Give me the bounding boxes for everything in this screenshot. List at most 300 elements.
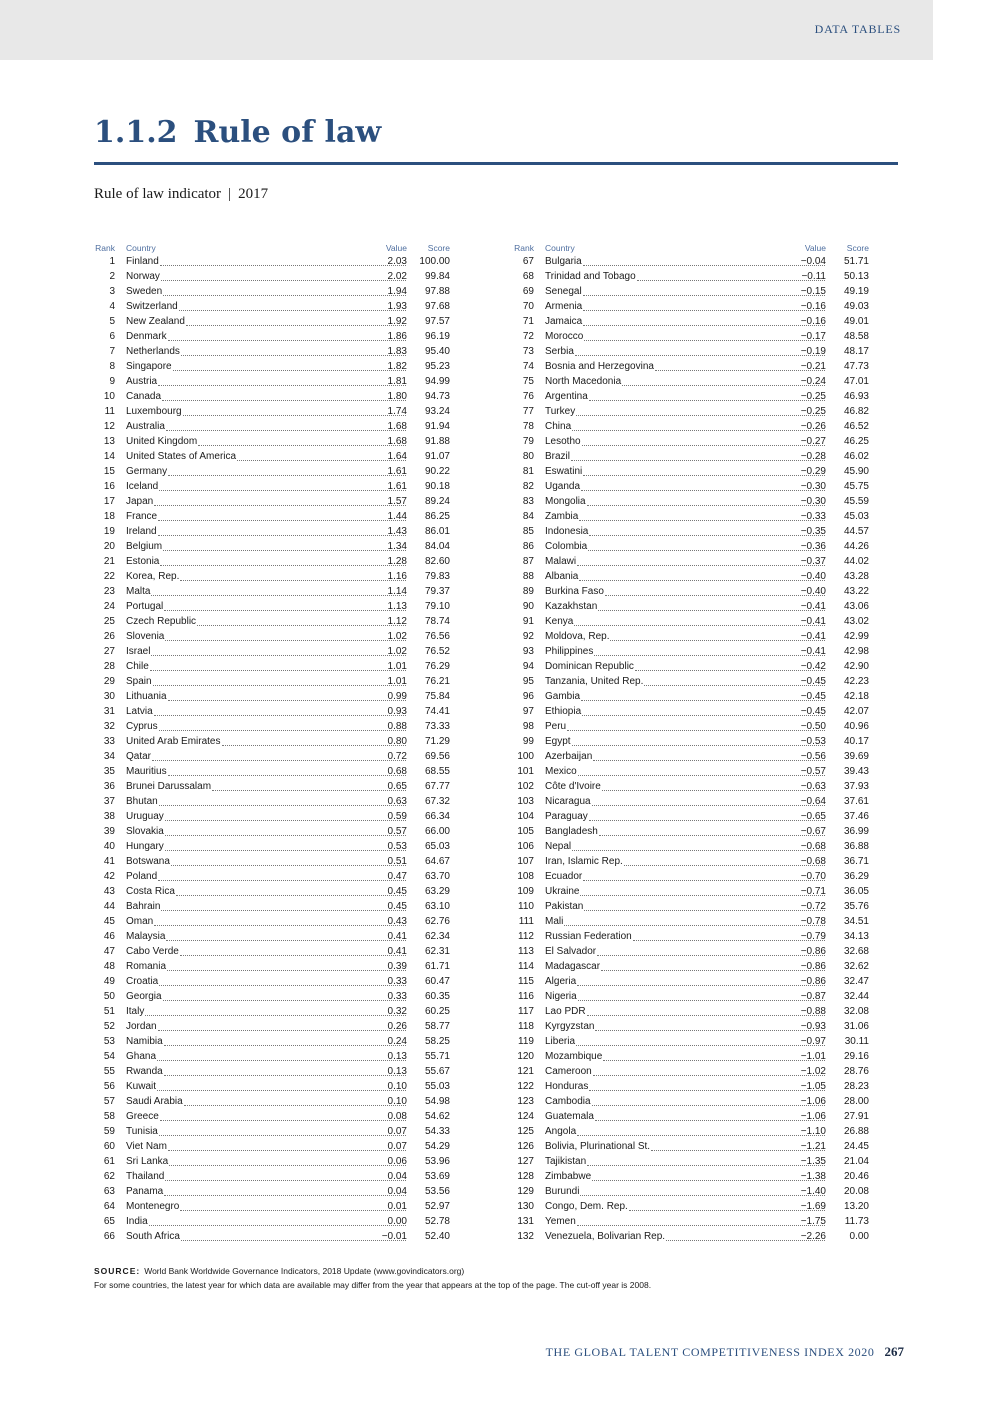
table-header bbox=[93, 243, 450, 254]
table-row bbox=[93, 959, 450, 974]
table-row bbox=[93, 719, 450, 734]
rank-cell: 39 bbox=[103, 826, 115, 837]
table-row bbox=[512, 374, 869, 389]
rank-cell: 79 bbox=[522, 436, 534, 447]
rank-cell: 40 bbox=[103, 841, 115, 852]
table-row bbox=[512, 284, 869, 299]
rank-cell: 23 bbox=[103, 586, 115, 597]
country-cell: Kuwait bbox=[126, 1081, 157, 1092]
rank-cell: 68 bbox=[522, 271, 534, 282]
page-footer bbox=[546, 1343, 904, 1361]
table-row bbox=[512, 599, 869, 614]
rank-cell: 131 bbox=[517, 1216, 534, 1227]
table-row bbox=[93, 764, 450, 779]
country-cell: Cabo Verde bbox=[126, 946, 179, 957]
source-line bbox=[94, 1266, 464, 1276]
score-cell: 76.21 bbox=[424, 676, 450, 687]
rank-cell: 76 bbox=[522, 391, 534, 402]
table-row bbox=[93, 989, 450, 1004]
score-cell: 21.04 bbox=[843, 1156, 869, 1167]
value-cell: 0.24 bbox=[387, 1036, 407, 1047]
rank-cell: 105 bbox=[517, 826, 534, 837]
table-row bbox=[512, 674, 869, 689]
score-cell: 37.93 bbox=[843, 781, 869, 792]
country-cell: Brunei Darussalam bbox=[126, 781, 212, 792]
table-row bbox=[512, 614, 869, 629]
score-cell: 94.99 bbox=[424, 376, 450, 387]
value-cell: 0.39 bbox=[387, 961, 407, 972]
rank-cell: 54 bbox=[103, 1051, 115, 1062]
country-cell: Guatemala bbox=[545, 1111, 594, 1122]
rank-cell: 64 bbox=[103, 1201, 115, 1212]
rank-cell: 57 bbox=[103, 1096, 115, 1107]
rank-cell: 98 bbox=[522, 721, 534, 732]
country-cell: Japan bbox=[126, 496, 154, 507]
rank-cell: 53 bbox=[103, 1036, 115, 1047]
table-row bbox=[512, 1004, 869, 1019]
country-header: Country bbox=[126, 243, 156, 253]
score-cell: 58.25 bbox=[424, 1036, 450, 1047]
table-row bbox=[93, 1169, 450, 1184]
table-row bbox=[512, 1169, 869, 1184]
ranking-table-left bbox=[93, 243, 450, 1244]
value-cell: −0.88 bbox=[800, 1006, 826, 1017]
value-cell: 0.10 bbox=[387, 1096, 407, 1107]
country-cell: Slovenia bbox=[126, 631, 165, 642]
rank-cell: 78 bbox=[522, 421, 534, 432]
score-cell: 63.29 bbox=[424, 886, 450, 897]
table-row bbox=[93, 1199, 450, 1214]
score-cell: 53.69 bbox=[424, 1171, 450, 1182]
table-row bbox=[93, 314, 450, 329]
table-row bbox=[512, 479, 869, 494]
country-cell: Czech Republic bbox=[126, 616, 197, 627]
country-cell: New Zealand bbox=[126, 316, 185, 327]
score-cell: 93.24 bbox=[424, 406, 450, 417]
value-cell: 1.28 bbox=[387, 556, 407, 567]
rank-cell: 21 bbox=[103, 556, 115, 567]
value-cell: −0.63 bbox=[800, 781, 826, 792]
country-cell: Bangladesh bbox=[545, 826, 598, 837]
rank-cell: 37 bbox=[103, 796, 115, 807]
country-cell: Germany bbox=[126, 466, 168, 477]
rank-cell: 118 bbox=[518, 1021, 534, 1032]
rank-cell: 2 bbox=[109, 271, 115, 282]
value-cell: 1.64 bbox=[387, 451, 407, 462]
rank-cell: 81 bbox=[522, 466, 534, 477]
table-row bbox=[512, 944, 869, 959]
table-row bbox=[512, 329, 869, 344]
section-number: 1.1.2 bbox=[94, 115, 178, 150]
table-header bbox=[512, 243, 869, 254]
rank-cell: 18 bbox=[103, 511, 115, 522]
score-cell: 48.17 bbox=[843, 346, 869, 357]
value-cell: 0.45 bbox=[387, 901, 407, 912]
value-cell: −0.86 bbox=[800, 961, 826, 972]
score-cell: 34.13 bbox=[843, 931, 869, 942]
score-cell: 28.23 bbox=[843, 1081, 869, 1092]
rank-cell: 58 bbox=[103, 1111, 115, 1122]
rank-cell: 10 bbox=[103, 391, 115, 402]
score-header: Score bbox=[846, 243, 869, 253]
score-cell: 37.46 bbox=[843, 811, 869, 822]
rank-cell: 36 bbox=[103, 781, 115, 792]
value-cell: 0.13 bbox=[387, 1051, 407, 1062]
source-label: SOURCE: bbox=[94, 1266, 141, 1276]
value-cell: 0.33 bbox=[387, 991, 407, 1002]
value-cell: 1.92 bbox=[387, 316, 407, 327]
table-row bbox=[93, 974, 450, 989]
rank-cell: 96 bbox=[522, 691, 534, 702]
rank-cell: 35 bbox=[103, 766, 115, 777]
country-cell: Panama bbox=[126, 1186, 164, 1197]
score-cell: 95.23 bbox=[424, 361, 450, 372]
country-cell: Ecuador bbox=[545, 871, 583, 882]
table-row bbox=[512, 809, 869, 824]
score-cell: 28.00 bbox=[843, 1096, 869, 1107]
country-cell: Morocco bbox=[545, 331, 584, 342]
country-cell: Algeria bbox=[545, 976, 577, 987]
rank-cell: 45 bbox=[103, 916, 115, 927]
country-cell: Ethiopia bbox=[545, 706, 582, 717]
rank-cell: 17 bbox=[103, 496, 115, 507]
table-row bbox=[93, 569, 450, 584]
rank-cell: 34 bbox=[103, 751, 115, 762]
value-cell: −1.02 bbox=[800, 1066, 826, 1077]
table-row bbox=[93, 419, 450, 434]
table-row bbox=[93, 344, 450, 359]
rank-cell: 51 bbox=[103, 1006, 115, 1017]
score-cell: 90.22 bbox=[424, 466, 450, 477]
value-header: Value bbox=[804, 243, 826, 253]
rank-cell: 29 bbox=[103, 676, 115, 687]
value-cell: −0.45 bbox=[800, 676, 826, 687]
value-cell: −0.70 bbox=[800, 871, 826, 882]
country-cell: Lithuania bbox=[126, 691, 167, 702]
value-cell: −0.30 bbox=[800, 496, 826, 507]
rank-cell: 46 bbox=[103, 931, 115, 942]
value-cell: 1.61 bbox=[387, 466, 407, 477]
score-cell: 37.61 bbox=[843, 796, 869, 807]
score-cell: 43.22 bbox=[843, 586, 869, 597]
score-cell: 11.73 bbox=[844, 1216, 869, 1227]
table-row bbox=[93, 914, 450, 929]
country-cell: Mongolia bbox=[545, 496, 586, 507]
rank-cell: 123 bbox=[517, 1096, 534, 1107]
rank-cell: 67 bbox=[522, 256, 534, 267]
value-cell: 0.93 bbox=[387, 706, 407, 717]
country-cell: Romania bbox=[126, 961, 167, 972]
score-cell: 24.45 bbox=[843, 1141, 869, 1152]
rank-cell: 125 bbox=[517, 1126, 534, 1137]
value-cell: −0.16 bbox=[800, 316, 826, 327]
rank-cell: 11 bbox=[104, 406, 115, 417]
value-cell: −1.01 bbox=[800, 1051, 826, 1062]
table-row bbox=[512, 1139, 869, 1154]
rank-cell: 100 bbox=[517, 751, 534, 762]
score-cell: 54.62 bbox=[424, 1111, 450, 1122]
rank-cell: 73 bbox=[522, 346, 534, 357]
table-row bbox=[93, 599, 450, 614]
country-cell: Saudi Arabia bbox=[126, 1096, 183, 1107]
score-cell: 44.26 bbox=[843, 541, 869, 552]
country-cell: Denmark bbox=[126, 331, 167, 342]
rank-cell: 20 bbox=[103, 541, 115, 552]
country-cell: Cambodia bbox=[545, 1096, 591, 1107]
table-row bbox=[93, 329, 450, 344]
score-cell: 43.06 bbox=[843, 601, 869, 612]
country-cell: Zimbabwe bbox=[545, 1171, 592, 1182]
rank-cell: 121 bbox=[517, 1066, 534, 1077]
value-cell: −0.19 bbox=[800, 346, 826, 357]
score-cell: 32.47 bbox=[843, 976, 869, 987]
score-cell: 40.96 bbox=[843, 721, 869, 732]
score-cell: 31.06 bbox=[843, 1021, 869, 1032]
value-cell: −0.33 bbox=[800, 511, 826, 522]
score-cell: 63.10 bbox=[424, 901, 450, 912]
table-row bbox=[93, 614, 450, 629]
table-row bbox=[512, 1109, 869, 1124]
value-cell: 1.12 bbox=[387, 616, 407, 627]
rank-cell: 63 bbox=[103, 1186, 115, 1197]
rank-cell: 16 bbox=[103, 481, 115, 492]
table-row bbox=[93, 899, 450, 914]
value-cell: −2.26 bbox=[800, 1231, 826, 1242]
value-cell: −0.93 bbox=[800, 1021, 826, 1032]
country-cell: Malta bbox=[126, 586, 151, 597]
title-divider bbox=[94, 162, 898, 165]
score-cell: 62.34 bbox=[424, 931, 450, 942]
score-cell: 20.08 bbox=[843, 1186, 869, 1197]
score-cell: 91.07 bbox=[424, 451, 450, 462]
rank-cell: 33 bbox=[103, 736, 115, 747]
country-cell: Paraguay bbox=[545, 811, 588, 822]
score-cell: 35.76 bbox=[843, 901, 869, 912]
score-cell: 54.29 bbox=[424, 1141, 450, 1152]
score-cell: 46.02 bbox=[843, 451, 869, 462]
rank-cell: 14 bbox=[103, 451, 115, 462]
table-row bbox=[93, 404, 450, 419]
country-cell: Cyprus bbox=[126, 721, 158, 732]
table-row bbox=[93, 1064, 450, 1079]
rank-cell: 83 bbox=[522, 496, 534, 507]
score-cell: 53.56 bbox=[424, 1186, 450, 1197]
rank-cell: 49 bbox=[103, 976, 115, 987]
value-cell: 0.59 bbox=[387, 811, 407, 822]
value-cell: −1.69 bbox=[800, 1201, 826, 1212]
value-cell: 0.00 bbox=[387, 1216, 407, 1227]
score-header: Score bbox=[427, 243, 450, 253]
value-cell: −0.40 bbox=[800, 586, 826, 597]
country-cell: Slovakia bbox=[126, 826, 164, 837]
rank-cell: 130 bbox=[517, 1201, 534, 1212]
value-cell: −1.35 bbox=[800, 1156, 826, 1167]
rank-cell: 132 bbox=[517, 1231, 534, 1242]
rank-cell: 113 bbox=[518, 946, 534, 957]
value-cell: 0.57 bbox=[387, 826, 407, 837]
table-row bbox=[93, 1124, 450, 1139]
value-cell: −1.05 bbox=[800, 1081, 826, 1092]
rank-cell: 102 bbox=[517, 781, 534, 792]
score-cell: 53.96 bbox=[424, 1156, 450, 1167]
country-cell: Greece bbox=[126, 1111, 159, 1122]
score-cell: 49.01 bbox=[843, 316, 869, 327]
score-cell: 34.51 bbox=[843, 916, 869, 927]
value-cell: 0.07 bbox=[387, 1141, 407, 1152]
rank-cell: 99 bbox=[522, 736, 534, 747]
score-cell: 30.11 bbox=[844, 1036, 869, 1047]
country-cell: Namibia bbox=[126, 1036, 163, 1047]
rank-cell: 116 bbox=[518, 991, 534, 1002]
score-cell: 54.98 bbox=[424, 1096, 450, 1107]
table-row bbox=[93, 359, 450, 374]
header-band bbox=[0, 0, 933, 60]
table-row bbox=[93, 374, 450, 389]
rank-cell: 87 bbox=[522, 556, 534, 567]
table-row bbox=[512, 899, 869, 914]
value-cell: −0.11 bbox=[801, 271, 826, 282]
table-row bbox=[93, 809, 450, 824]
value-cell: −0.41 bbox=[800, 646, 826, 657]
score-cell: 36.99 bbox=[843, 826, 869, 837]
country-cell: Netherlands bbox=[126, 346, 180, 357]
score-cell: 91.94 bbox=[424, 421, 450, 432]
score-cell: 27.91 bbox=[843, 1111, 869, 1122]
score-cell: 44.02 bbox=[843, 556, 869, 567]
rank-cell: 31 bbox=[103, 706, 115, 717]
country-cell: Bolivia, Plurinational St. bbox=[545, 1141, 651, 1152]
country-cell: Colombia bbox=[545, 541, 588, 552]
value-cell: 0.43 bbox=[387, 916, 407, 927]
score-cell: 45.59 bbox=[843, 496, 869, 507]
rank-cell: 124 bbox=[517, 1111, 534, 1122]
table-row bbox=[93, 884, 450, 899]
rank-cell: 5 bbox=[109, 316, 115, 327]
rank-cell: 8 bbox=[109, 361, 115, 372]
value-cell: 0.07 bbox=[387, 1126, 407, 1137]
table-row bbox=[512, 299, 869, 314]
value-cell: −0.42 bbox=[800, 661, 826, 672]
score-cell: 76.52 bbox=[424, 646, 450, 657]
country-cell: Tanzania, United Rep. bbox=[545, 676, 644, 687]
rank-cell: 1 bbox=[109, 256, 115, 267]
table-row bbox=[93, 434, 450, 449]
country-cell: France bbox=[126, 511, 158, 522]
score-cell: 48.58 bbox=[843, 331, 869, 342]
rank-cell: 65 bbox=[103, 1216, 115, 1227]
rank-cell: 86 bbox=[522, 541, 534, 552]
value-cell: 1.02 bbox=[387, 646, 407, 657]
value-cell: 0.06 bbox=[387, 1156, 407, 1167]
value-cell: −0.65 bbox=[800, 811, 826, 822]
score-cell: 69.56 bbox=[424, 751, 450, 762]
country-cell: El Salvador bbox=[545, 946, 597, 957]
table-row bbox=[512, 704, 869, 719]
table-row bbox=[93, 1019, 450, 1034]
table-row bbox=[93, 1214, 450, 1229]
country-cell: Jordan bbox=[126, 1021, 157, 1032]
value-cell: 0.04 bbox=[387, 1171, 407, 1182]
table-row bbox=[93, 869, 450, 884]
score-cell: 32.44 bbox=[843, 991, 869, 1002]
rank-cell: 74 bbox=[522, 361, 534, 372]
country-cell: Azerbaijan bbox=[545, 751, 593, 762]
table-row bbox=[512, 1049, 869, 1064]
table-row bbox=[93, 629, 450, 644]
table-row bbox=[93, 1154, 450, 1169]
value-cell: −1.21 bbox=[800, 1141, 826, 1152]
country-cell: Ukraine bbox=[545, 886, 580, 897]
value-cell: −1.10 bbox=[800, 1126, 826, 1137]
table-row bbox=[93, 524, 450, 539]
rank-cell: 108 bbox=[517, 871, 534, 882]
score-cell: 36.71 bbox=[843, 856, 869, 867]
rank-cell: 4 bbox=[109, 301, 115, 312]
table-row bbox=[93, 479, 450, 494]
score-cell: 55.67 bbox=[424, 1066, 450, 1077]
score-cell: 46.25 bbox=[843, 436, 869, 447]
table-row bbox=[512, 644, 869, 659]
score-cell: 60.35 bbox=[424, 991, 450, 1002]
rank-cell: 112 bbox=[518, 931, 534, 942]
value-cell: 0.63 bbox=[387, 796, 407, 807]
indicator-year: 2017 bbox=[238, 186, 269, 202]
value-cell: 1.68 bbox=[387, 436, 407, 447]
country-cell: Ireland bbox=[126, 526, 157, 537]
score-cell: 46.52 bbox=[843, 421, 869, 432]
score-cell: 42.23 bbox=[843, 676, 869, 687]
value-cell: −0.56 bbox=[800, 751, 826, 762]
country-cell: Russian Federation bbox=[545, 931, 632, 942]
table-row bbox=[512, 524, 869, 539]
country-cell: Venezuela, Bolivarian Rep. bbox=[545, 1231, 666, 1242]
value-cell: −1.06 bbox=[800, 1096, 826, 1107]
country-cell: Eswatini bbox=[545, 466, 583, 477]
value-cell: 0.68 bbox=[387, 766, 407, 777]
country-cell: Oman bbox=[126, 916, 154, 927]
rank-cell: 90 bbox=[522, 601, 534, 612]
value-cell: 1.02 bbox=[387, 631, 407, 642]
country-cell: Armenia bbox=[545, 301, 583, 312]
rank-cell: 32 bbox=[103, 721, 115, 732]
rank-cell: 84 bbox=[522, 511, 534, 522]
table-row bbox=[512, 494, 869, 509]
value-cell: 1.44 bbox=[387, 511, 407, 522]
score-cell: 99.84 bbox=[424, 271, 450, 282]
value-cell: −0.16 bbox=[800, 301, 826, 312]
score-cell: 96.19 bbox=[424, 331, 450, 342]
score-cell: 42.07 bbox=[843, 706, 869, 717]
value-cell: 0.80 bbox=[387, 736, 407, 747]
country-cell: Botswana bbox=[126, 856, 170, 867]
score-cell: 40.17 bbox=[843, 736, 869, 747]
table-row bbox=[512, 839, 869, 854]
rank-cell: 82 bbox=[522, 481, 534, 492]
country-cell: Turkey bbox=[545, 406, 576, 417]
value-cell: 0.65 bbox=[387, 781, 407, 792]
country-cell: Rwanda bbox=[126, 1066, 163, 1077]
table-row bbox=[93, 539, 450, 554]
country-cell: Gambia bbox=[545, 691, 581, 702]
rank-cell: 77 bbox=[522, 406, 534, 417]
country-cell: Croatia bbox=[126, 976, 159, 987]
score-cell: 55.03 bbox=[424, 1081, 450, 1092]
ranking-table-right bbox=[512, 243, 869, 1244]
value-cell: −0.86 bbox=[800, 976, 826, 987]
score-cell: 29.16 bbox=[843, 1051, 869, 1062]
rank-cell: 89 bbox=[522, 586, 534, 597]
page-title bbox=[94, 115, 381, 150]
